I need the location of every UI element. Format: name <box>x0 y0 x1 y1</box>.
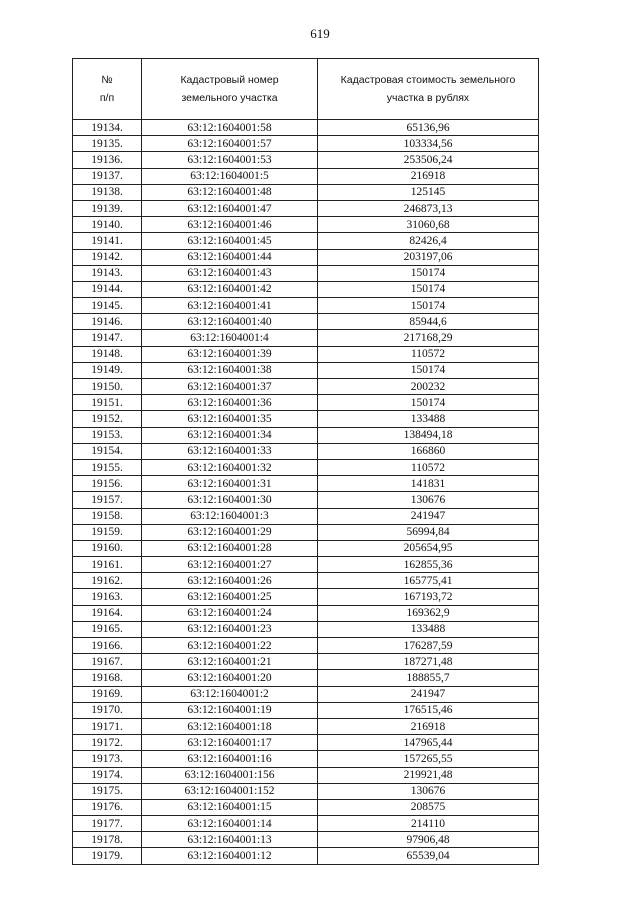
cadastral-number: 63:12:1604001:19 <box>142 702 318 718</box>
table-row <box>73 395 539 411</box>
cadastral-value: 188855,7 <box>318 670 539 686</box>
cadastral-value: 56994,84 <box>318 524 539 540</box>
table-row <box>73 638 539 654</box>
table-row <box>73 265 539 281</box>
row-number: 19146. <box>73 314 142 330</box>
row-number: 19169. <box>73 686 142 702</box>
cadastral-value: 110572 <box>318 346 539 362</box>
cadastral-number: 63:12:1604001:21 <box>142 654 318 670</box>
row-number: 19163. <box>73 589 142 605</box>
header-cadastral: Кадастровый номер земельного участка <box>142 59 318 120</box>
cadastral-number: 63:12:1604001:4 <box>142 330 318 346</box>
row-number: 19166. <box>73 638 142 654</box>
table-row <box>73 735 539 751</box>
table-row <box>73 492 539 508</box>
table-row <box>73 557 539 573</box>
row-number: 19150. <box>73 379 142 395</box>
row-number: 19155. <box>73 459 142 475</box>
table-row <box>73 848 539 864</box>
cadastral-value: 176287,59 <box>318 638 539 654</box>
cadastral-number: 63:12:1604001:32 <box>142 459 318 475</box>
cadastral-value: 246873,13 <box>318 200 539 216</box>
table-row <box>73 233 539 249</box>
cadastral-value: 147965,44 <box>318 735 539 751</box>
table-row <box>73 459 539 475</box>
row-number: 19179. <box>73 848 142 864</box>
table-row <box>73 249 539 265</box>
cadastral-value: 138494,18 <box>318 427 539 443</box>
table-row <box>73 281 539 297</box>
cadastral-value: 200232 <box>318 379 539 395</box>
cadastral-number: 63:12:1604001:31 <box>142 476 318 492</box>
cadastral-number: 63:12:1604001:46 <box>142 217 318 233</box>
row-number: 19165. <box>73 621 142 637</box>
table-row <box>73 152 539 168</box>
row-number: 19143. <box>73 265 142 281</box>
table-header-row <box>73 59 539 120</box>
row-number: 19156. <box>73 476 142 492</box>
cadastral-number: 63:12:1604001:156 <box>142 767 318 783</box>
cadastral-number: 63:12:1604001:15 <box>142 799 318 815</box>
cadastral-number: 63:12:1604001:26 <box>142 573 318 589</box>
row-number: 19176. <box>73 799 142 815</box>
cadastral-number: 63:12:1604001:41 <box>142 298 318 314</box>
table-row <box>73 217 539 233</box>
table-row <box>73 298 539 314</box>
cadastral-value: 203197,06 <box>318 249 539 265</box>
table-row <box>73 330 539 346</box>
cadastral-value: 205654,95 <box>318 540 539 556</box>
cadastral-number: 63:12:1604001:13 <box>142 832 318 848</box>
row-number: 19162. <box>73 573 142 589</box>
cadastral-number: 63:12:1604001:152 <box>142 783 318 799</box>
row-number: 19154. <box>73 443 142 459</box>
table-row <box>73 621 539 637</box>
cadastral-value: 65539,04 <box>318 848 539 864</box>
cadastral-number: 63:12:1604001:38 <box>142 362 318 378</box>
cadastral-value: 133488 <box>318 411 539 427</box>
row-number: 19141. <box>73 233 142 249</box>
table-row <box>73 767 539 783</box>
cadastral-value: 167193,72 <box>318 589 539 605</box>
table-row <box>73 832 539 848</box>
cadastral-number: 63:12:1604001:45 <box>142 233 318 249</box>
cadastral-value: 65136,96 <box>318 120 539 136</box>
cadastral-number: 63:12:1604001:5 <box>142 168 318 184</box>
cadastral-value: 214110 <box>318 816 539 832</box>
cadastral-number: 63:12:1604001:16 <box>142 751 318 767</box>
table-row <box>73 476 539 492</box>
table-row <box>73 427 539 443</box>
cadastral-value: 253506,24 <box>318 152 539 168</box>
table-row <box>73 751 539 767</box>
page-number: 619 <box>310 26 330 41</box>
table-row <box>73 120 539 136</box>
table-row <box>73 589 539 605</box>
cadastral-number: 63:12:1604001:18 <box>142 718 318 734</box>
row-number: 19172. <box>73 735 142 751</box>
cadastral-value: 165775,41 <box>318 573 539 589</box>
table-row <box>73 314 539 330</box>
row-number: 19134. <box>73 120 142 136</box>
cadastral-value: 219921,48 <box>318 767 539 783</box>
cadastral-value: 125145 <box>318 184 539 200</box>
cadastral-value: 208575 <box>318 799 539 815</box>
row-number: 19171. <box>73 718 142 734</box>
cadastral-value: 169362,9 <box>318 605 539 621</box>
table-row <box>73 184 539 200</box>
cadastral-value: 162855,36 <box>318 557 539 573</box>
header-num: № п/п <box>73 59 142 120</box>
cadastral-number: 63:12:1604001:29 <box>142 524 318 540</box>
cadastral-value: 150174 <box>318 395 539 411</box>
row-number: 19142. <box>73 249 142 265</box>
cadastral-value: 241947 <box>318 508 539 524</box>
cadastral-value: 216918 <box>318 168 539 184</box>
cadastral-value: 216918 <box>318 718 539 734</box>
cadastral-number: 63:12:1604001:57 <box>142 136 318 152</box>
row-number: 19151. <box>73 395 142 411</box>
cadastral-value: 85944,6 <box>318 314 539 330</box>
cadastral-number: 63:12:1604001:23 <box>142 621 318 637</box>
table-row <box>73 702 539 718</box>
cadastral-number: 63:12:1604001:24 <box>142 605 318 621</box>
table-row <box>73 379 539 395</box>
table-row <box>73 670 539 686</box>
row-number: 19135. <box>73 136 142 152</box>
table-row <box>73 508 539 524</box>
cadastral-value: 157265,55 <box>318 751 539 767</box>
table-row <box>73 605 539 621</box>
table-row <box>73 346 539 362</box>
cadastral-value: 103334,56 <box>318 136 539 152</box>
cadastral-number: 63:12:1604001:17 <box>142 735 318 751</box>
table-row <box>73 540 539 556</box>
row-number: 19138. <box>73 184 142 200</box>
cadastral-number: 63:12:1604001:34 <box>142 427 318 443</box>
cadastral-number: 63:12:1604001:44 <box>142 249 318 265</box>
row-number: 19167. <box>73 654 142 670</box>
cadastral-number: 63:12:1604001:33 <box>142 443 318 459</box>
cadastral-number: 63:12:1604001:25 <box>142 589 318 605</box>
table-row <box>73 718 539 734</box>
row-number: 19139. <box>73 200 142 216</box>
cadastral-number: 63:12:1604001:12 <box>142 848 318 864</box>
table-row <box>73 654 539 670</box>
cadastral-number: 63:12:1604001:22 <box>142 638 318 654</box>
row-number: 19153. <box>73 427 142 443</box>
table-row <box>73 686 539 702</box>
cadastral-value: 187271,48 <box>318 654 539 670</box>
row-number: 19144. <box>73 281 142 297</box>
cadastral-number: 63:12:1604001:47 <box>142 200 318 216</box>
row-number: 19178. <box>73 832 142 848</box>
cadastral-value: 166860 <box>318 443 539 459</box>
cadastral-number: 63:12:1604001:20 <box>142 670 318 686</box>
cadastral-number: 63:12:1604001:27 <box>142 557 318 573</box>
table-row <box>73 573 539 589</box>
table-row <box>73 524 539 540</box>
row-number: 19158. <box>73 508 142 524</box>
row-number: 19147. <box>73 330 142 346</box>
cadastral-table <box>72 58 539 865</box>
cadastral-number: 63:12:1604001:30 <box>142 492 318 508</box>
cadastral-number: 63:12:1604001:14 <box>142 816 318 832</box>
row-number: 19148. <box>73 346 142 362</box>
cadastral-value: 97906,48 <box>318 832 539 848</box>
cadastral-number: 63:12:1604001:2 <box>142 686 318 702</box>
cadastral-number: 63:12:1604001:35 <box>142 411 318 427</box>
cadastral-value: 130676 <box>318 492 539 508</box>
cadastral-value: 217168,29 <box>318 330 539 346</box>
table-row <box>73 136 539 152</box>
row-number: 19164. <box>73 605 142 621</box>
cadastral-number: 63:12:1604001:3 <box>142 508 318 524</box>
cadastral-value: 110572 <box>318 459 539 475</box>
row-number: 19149. <box>73 362 142 378</box>
row-number: 19160. <box>73 540 142 556</box>
cadastral-value: 133488 <box>318 621 539 637</box>
cadastral-number: 63:12:1604001:39 <box>142 346 318 362</box>
cadastral-number: 63:12:1604001:42 <box>142 281 318 297</box>
cadastral-value: 150174 <box>318 298 539 314</box>
row-number: 19175. <box>73 783 142 799</box>
cadastral-number: 63:12:1604001:48 <box>142 184 318 200</box>
cadastral-number: 63:12:1604001:43 <box>142 265 318 281</box>
cadastral-value: 31060,68 <box>318 217 539 233</box>
table-row <box>73 362 539 378</box>
cadastral-number: 63:12:1604001:53 <box>142 152 318 168</box>
cadastral-number: 63:12:1604001:36 <box>142 395 318 411</box>
table-row <box>73 783 539 799</box>
cadastral-value: 150174 <box>318 362 539 378</box>
row-number: 19136. <box>73 152 142 168</box>
table-row <box>73 443 539 459</box>
table-body <box>73 120 539 865</box>
cadastral-number: 63:12:1604001:28 <box>142 540 318 556</box>
row-number: 19137. <box>73 168 142 184</box>
row-number: 19173. <box>73 751 142 767</box>
header-value: Кадастровая стоимость земельного участка в рублях <box>318 59 539 120</box>
table-row <box>73 799 539 815</box>
table-row <box>73 411 539 427</box>
row-number: 19177. <box>73 816 142 832</box>
cadastral-value: 150174 <box>318 265 539 281</box>
row-number: 19159. <box>73 524 142 540</box>
cadastral-value: 176515,46 <box>318 702 539 718</box>
cadastral-number: 63:12:1604001:58 <box>142 120 318 136</box>
row-number: 19152. <box>73 411 142 427</box>
row-number: 19174. <box>73 767 142 783</box>
cadastral-value: 150174 <box>318 281 539 297</box>
cadastral-value: 82426,4 <box>318 233 539 249</box>
row-number: 19145. <box>73 298 142 314</box>
cadastral-value: 141831 <box>318 476 539 492</box>
row-number: 19161. <box>73 557 142 573</box>
row-number: 19170. <box>73 702 142 718</box>
cadastral-value: 241947 <box>318 686 539 702</box>
cadastral-value: 130676 <box>318 783 539 799</box>
row-number: 19140. <box>73 217 142 233</box>
cadastral-number: 63:12:1604001:40 <box>142 314 318 330</box>
row-number: 19168. <box>73 670 142 686</box>
cadastral-number: 63:12:1604001:37 <box>142 379 318 395</box>
table-row <box>73 168 539 184</box>
row-number: 19157. <box>73 492 142 508</box>
table-row <box>73 200 539 216</box>
table-row <box>73 816 539 832</box>
